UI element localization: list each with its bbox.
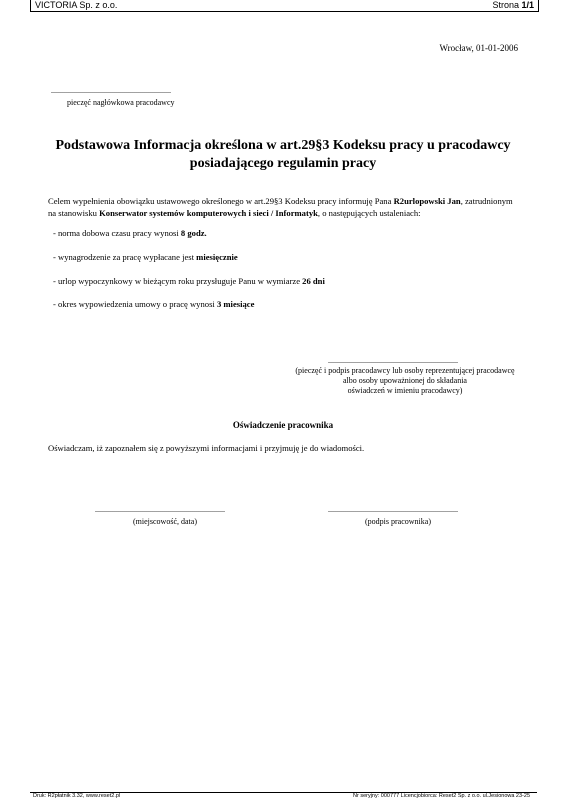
place-date-label: (miejscowość, data): [133, 517, 197, 526]
employee-position: Konserwator systemów komputerowych i sieci / Informatyk: [99, 208, 318, 218]
footer-print-info: Druk: R2płatnik 3.32, www.reset2.pl: [33, 793, 121, 799]
item-value: 3 miesiące: [216, 299, 255, 309]
employee-signature-label: (podpis pracownika): [365, 517, 431, 526]
caption-line-2: albo osoby upoważnionej do składania: [343, 376, 467, 385]
company-name: VICTORIA Sp. z o.o.: [35, 0, 118, 10]
page-indicator: [492, 0, 534, 11]
title-line-2: posiadającego regulamin pracy: [189, 156, 377, 171]
footer-license-info: Nr seryjny: 000777 Licencjobiorca: Reset2 Sp. z o.o. ul.Jesionowa 23-25: [352, 793, 530, 799]
item-text: - norma dobowa czasu pracy wynosi: [53, 228, 181, 238]
list-item: [53, 228, 207, 238]
item-value: 26 dni: [302, 276, 325, 286]
employee-name: R2urlopowski Jan: [393, 196, 461, 206]
title-line-1: Podstawowa Informacja określona w art.29§3 Kodeksu pracy u pracodawcy: [55, 138, 511, 153]
caption-line-1: (pieczęć i podpis pracodawcy lub osoby reprezentującej pracodawcę: [295, 366, 515, 375]
item-text: - wynagrodzenie za pracę wypłacane jest: [53, 252, 197, 262]
employee-signature-line: .................................................................: [328, 505, 458, 514]
stamp-label: pieczęć nagłówkowa pracodawcy: [67, 98, 175, 107]
intro-text-2: , zatrudnionym na stanowisku: [48, 196, 513, 218]
list-item: [53, 299, 254, 309]
intro-text-3: , o następujących ustaleniach:: [317, 208, 421, 218]
document-date: Wrocław, 01-01-2006: [439, 43, 518, 53]
employer-signature-caption: [280, 366, 530, 396]
caption-line-3: oświadczeń w imieniu pracodawcy): [347, 386, 463, 395]
item-value: 8 godz.: [180, 228, 207, 238]
intro-paragraph: [48, 195, 520, 219]
item-text: - urlop wypoczynkowy w bieżącym roku przysługuje Panu w wymiarze: [53, 276, 303, 286]
intro-text-1: Celem wypełnienia obowiązku ustawowego określonego w art.29§3 Kodeksu pracy informuję Pana: [48, 196, 394, 206]
document-header: [30, 0, 539, 12]
declaration-title: Oświadczenie pracownika: [232, 420, 334, 430]
place-date-line: .................................................................: [95, 505, 225, 514]
document-title: [20, 137, 546, 173]
employer-signature-line: .................................................................: [328, 356, 458, 365]
declaration-text: Oświadczam, iż zapoznałem się z powyższymi informacjami i przyjmuję je do wiadomości.: [48, 443, 365, 453]
stamp-dotted-line: ............................................................: [51, 86, 171, 95]
item-text: - okres wypowiedzenia umowy o pracę wynosi: [53, 299, 217, 309]
page-number: 1/1: [521, 0, 534, 10]
list-item: [53, 276, 325, 286]
page-label: Strona: [492, 0, 522, 10]
item-value: miesięcznie: [196, 252, 238, 262]
list-item: [53, 252, 238, 262]
